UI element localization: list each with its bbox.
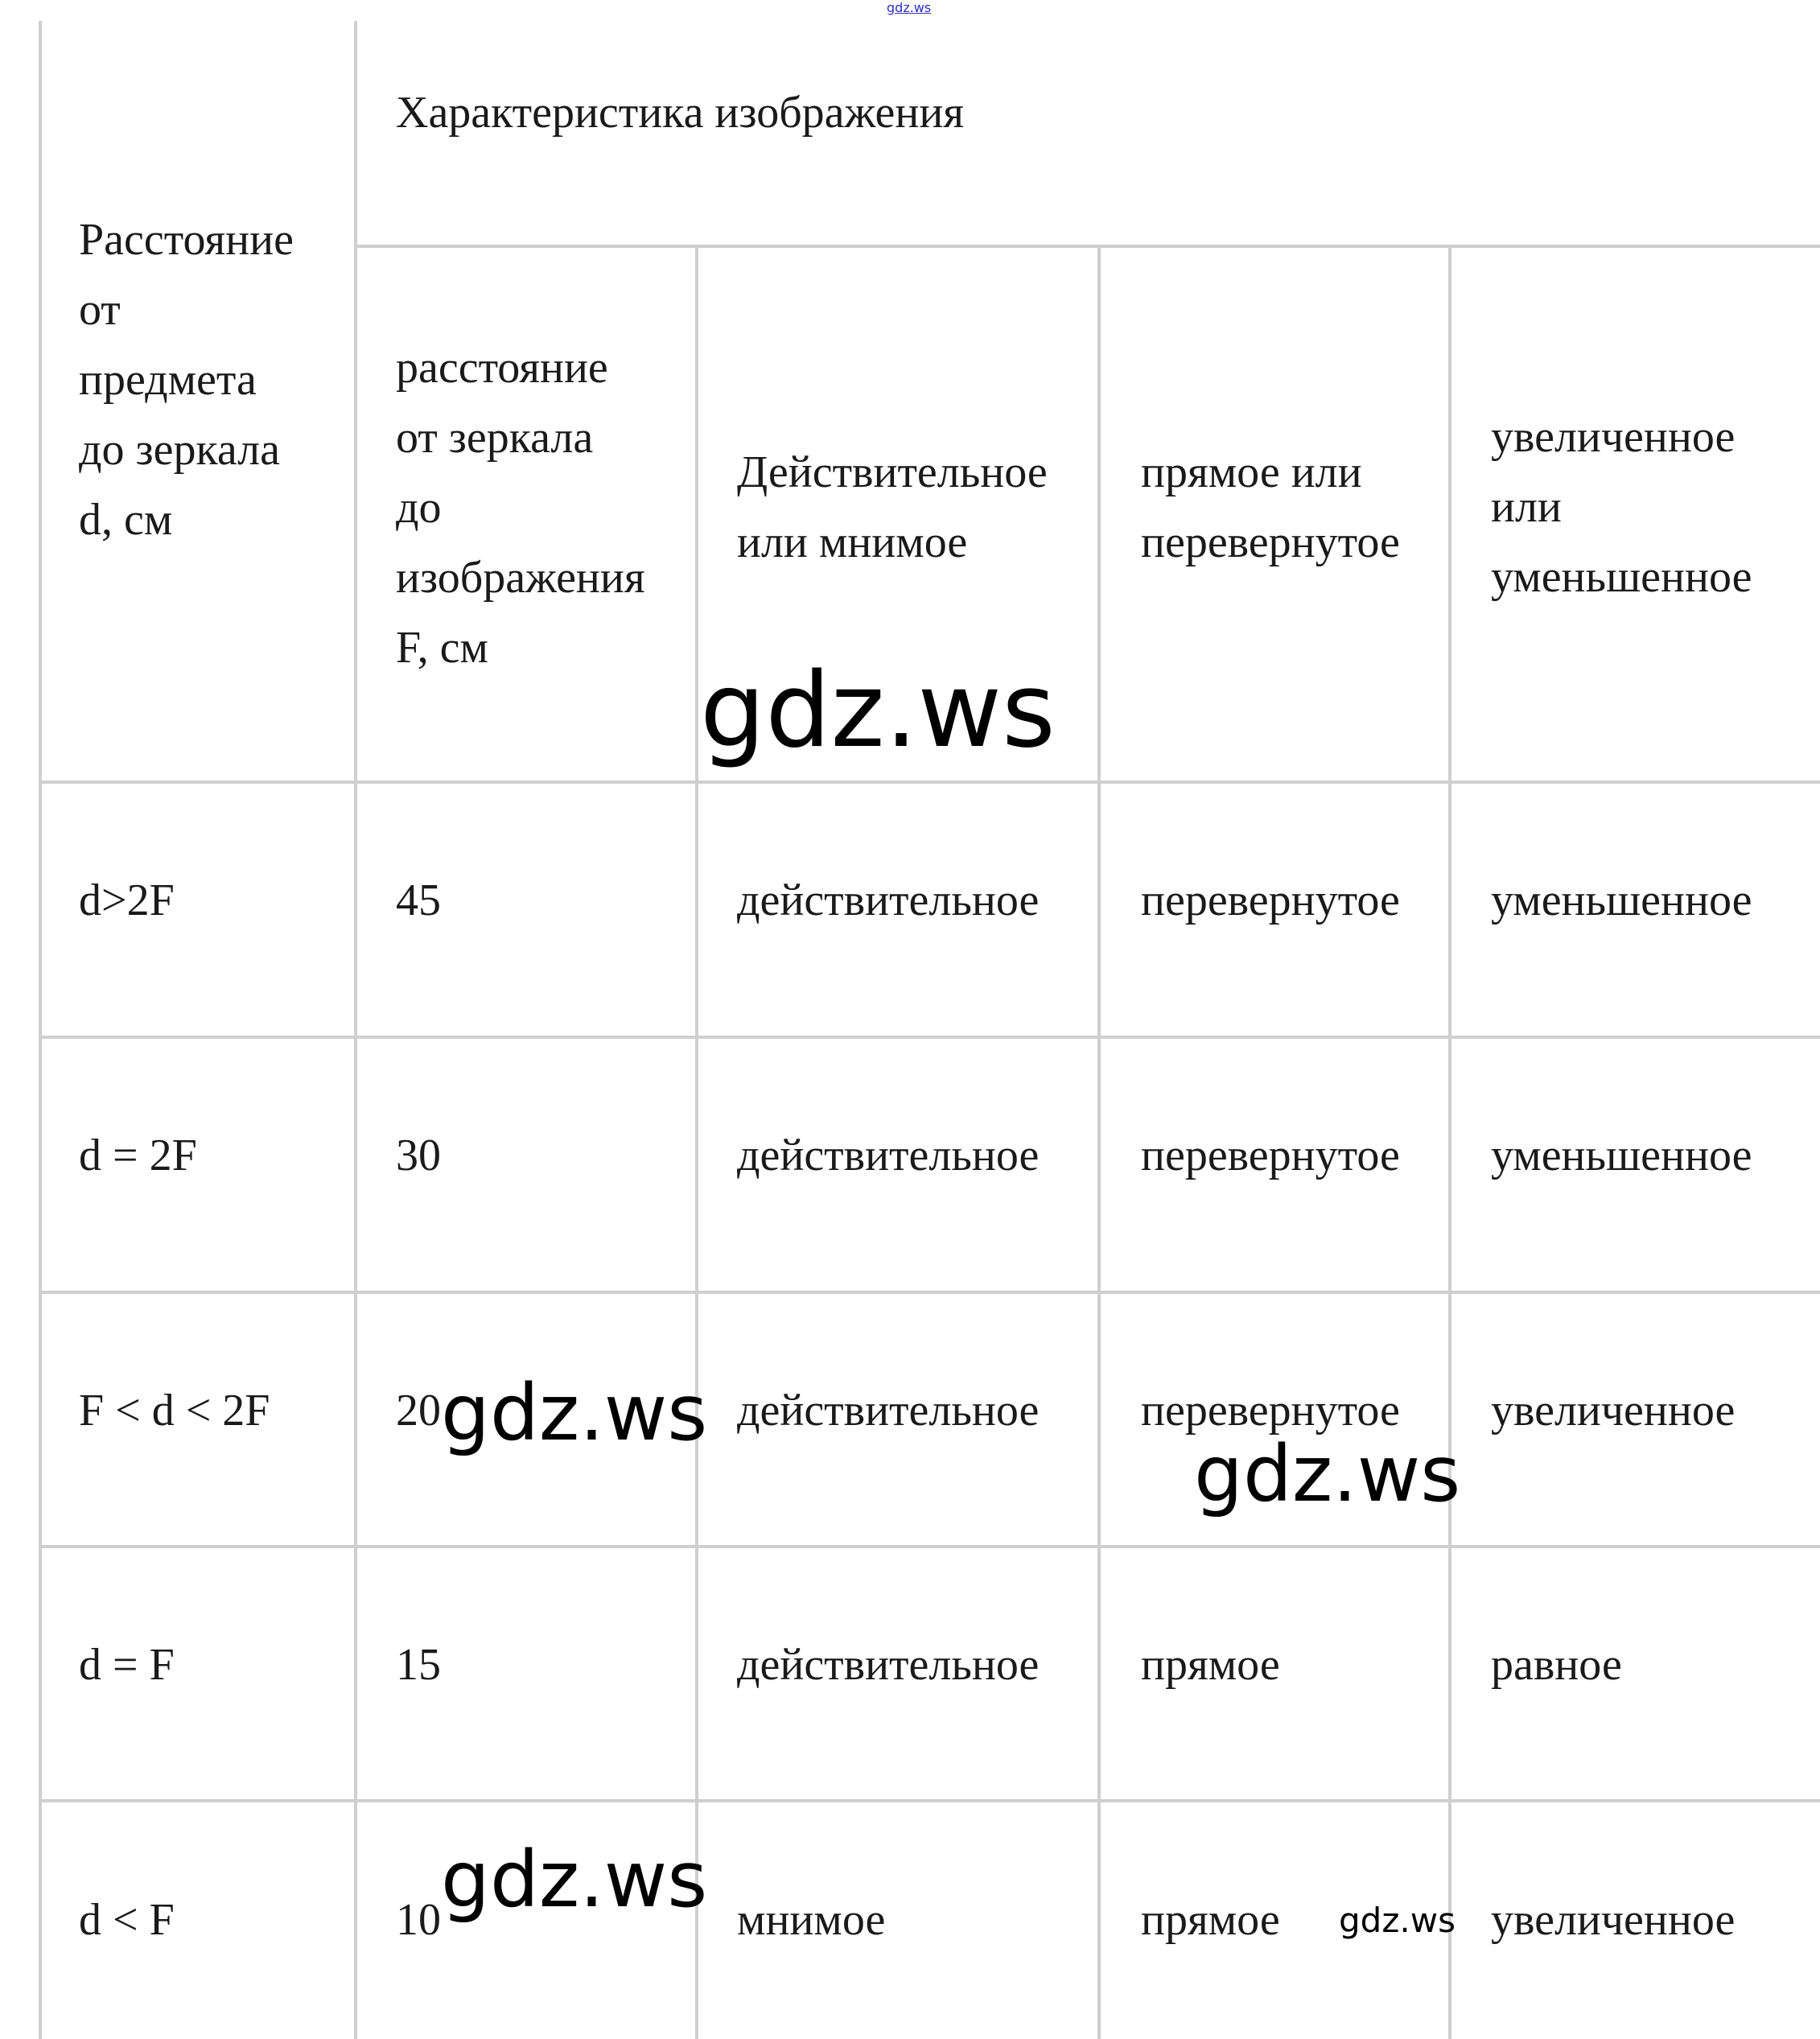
cell-size: уменьшенное: [1491, 1131, 1752, 1180]
cell-d: d < F: [79, 1895, 175, 1945]
header-image-distance-line: изображения: [396, 553, 645, 603]
cell-real: действительное: [737, 1640, 1040, 1690]
header-size-line: уменьшенное: [1491, 552, 1752, 602]
cell-size: увеличенное: [1491, 1386, 1736, 1436]
cell-d: F < d < 2F: [79, 1386, 270, 1436]
header-image-characteristics: Характеристика изображения: [396, 88, 965, 138]
header-distance: [79, 205, 294, 555]
header-size: [1491, 402, 1752, 612]
watermark-top: gdz.ws: [887, 0, 932, 15]
header-real-line: или мнимое: [737, 517, 968, 567]
watermark-small: gdz.ws: [1339, 1901, 1456, 1940]
cell-d: d>2F: [79, 875, 175, 925]
cell-d: d = F: [79, 1640, 175, 1690]
cell-orientation: перевернутое: [1141, 1131, 1400, 1180]
header-orientation-line: перевернутое: [1141, 517, 1400, 567]
row-divider-1: [39, 781, 1820, 784]
header-real-or-virtual: [737, 438, 1048, 578]
header-size-line: или: [1491, 482, 1562, 532]
cell-real: действительное: [737, 1131, 1040, 1180]
table-divider-col3: [1097, 246, 1101, 2039]
header-image-distance: [396, 333, 645, 683]
row-divider-2: [39, 1036, 1820, 1039]
cell-orientation: перевернутое: [1141, 875, 1400, 925]
cell-size: уменьшенное: [1491, 875, 1752, 925]
cell-f: 15: [396, 1640, 441, 1690]
table-divider-col4: [1448, 246, 1451, 2039]
cell-size: равное: [1491, 1640, 1622, 1690]
header-distance-line: d, см: [79, 495, 173, 545]
row-divider-4: [39, 1545, 1820, 1548]
cell-d: d = 2F: [79, 1131, 197, 1180]
cell-orientation: прямое: [1141, 1640, 1280, 1690]
table-divider-col2: [695, 246, 698, 2039]
header-image-distance-line: F, см: [396, 623, 488, 673]
header-distance-line: от: [79, 285, 121, 335]
watermark-medium: gdz.ws: [1194, 1429, 1461, 1519]
header-image-distance-line: до: [396, 483, 442, 533]
header-distance-line: Расстояние: [79, 215, 294, 265]
watermark-large: gdz.ws: [700, 651, 1056, 771]
header-orientation-line: прямое или: [1141, 447, 1362, 497]
header-distance-line: предмета: [79, 355, 257, 405]
table-divider-col1: [354, 21, 357, 2039]
cell-f: 10: [396, 1895, 441, 1945]
cell-real: мнимое: [737, 1895, 886, 1945]
table-border-left: [39, 21, 42, 2039]
cell-size: увеличенное: [1491, 1895, 1736, 1945]
header-real-line: Действительное: [737, 447, 1048, 497]
cell-real: действительное: [737, 1386, 1040, 1436]
cell-f: 45: [396, 875, 441, 925]
cell-orientation: перевернутое: [1141, 1386, 1400, 1436]
cell-orientation: прямое: [1141, 1895, 1280, 1945]
watermark-medium: gdz.ws: [441, 1368, 708, 1458]
header-group-underline: [354, 245, 1820, 248]
header-image-distance-line: расстояние: [396, 343, 608, 393]
cell-real: действительное: [737, 875, 1040, 925]
row-divider-5: [39, 1799, 1820, 1802]
cell-f: 30: [396, 1131, 441, 1180]
header-size-line: увеличенное: [1491, 412, 1736, 462]
header-image-distance-line: от зеркала: [396, 413, 594, 463]
header-distance-line: до зеркала: [79, 425, 280, 475]
row-divider-3: [39, 1291, 1820, 1294]
watermark-medium: gdz.ws: [441, 1835, 708, 1925]
cell-f: 20: [396, 1386, 441, 1436]
header-orientation: [1141, 438, 1400, 578]
